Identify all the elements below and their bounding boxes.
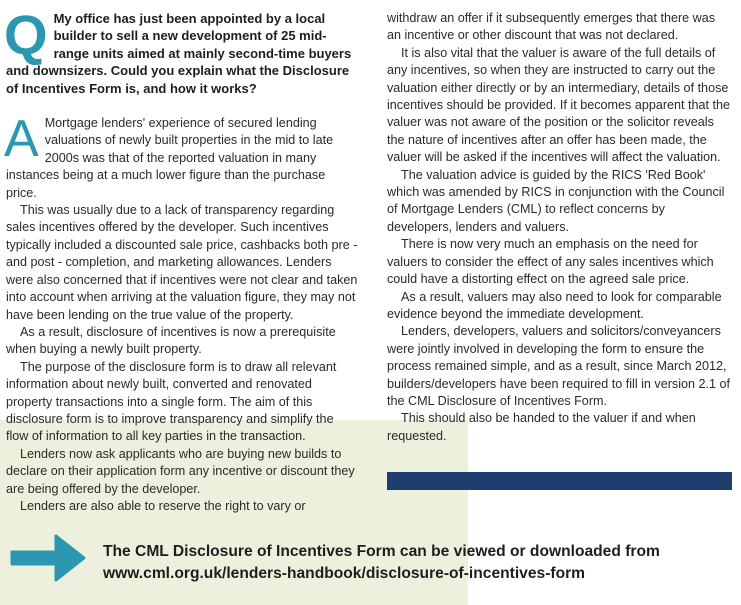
answer-paragraph: This was usually due to a lack of transparency regarding sales incentives offered by the developer. Such incentives typically included a discounted sale price, cashbacks both pre - and post - completion, and marketing allowances. Lenders were also concerned that if incentives were not clear and taken into account when arriving at the valuation figure, they may not have been lending on the true value of the property. (6, 203, 358, 322)
answer-paragraph: Lenders are also able to reserve the right to vary or (20, 498, 306, 513)
answer-paragraph: It is also vital that the valuer is aware of the full details of any incentives, so when they are instructed to carry out the valuation either directly or by an intermediary, details of those incentives should be provided. If it becomes apparent that the valuer was not aware of the position or the solicitor reveals the nature of incentives after an offer has been made, the valuer will be asked if the incentives will affect the valuation. (387, 45, 731, 165)
answer-paragraph: There is now very much an emphasis on the need for valuers to consider the effect of any sales incentives which could have a distorting effect on the agreed sale price. (387, 237, 714, 287)
answer-block (4, 110, 358, 515)
answer-paragraph: The valuation advice is guided by the RICS 'Red Book' which was amended by RICS in conjunction with the Council of Mortgage Lenders (CML) to reflect concerns by developers, lenders and valuers. (387, 167, 725, 234)
right-column (387, 10, 732, 445)
answer-paragraph: This should also be handed to the valuer if and when requested. (387, 411, 696, 443)
cta-text: The CML Disclosure of Incentives Form can be viewed or downloaded from (103, 543, 660, 560)
answer-paragraph: Mortgage lenders' experience of secured lending valuations of newly built properties in the mid to late 2000s was that of the reported valuation in many instances being at a much lower figure than the purchase price. (6, 116, 334, 200)
call-to-action (103, 541, 733, 585)
cta-link[interactable]: www.cml.org.uk/lenders-handbook/disclosure-of-incentives-form (103, 565, 586, 582)
question-drop-cap: Q (4, 3, 48, 66)
left-column (4, 3, 358, 515)
answer-paragraph: withdraw an offer if it subsequently emerges that there was an incentive or other discount that was not declared. (387, 11, 716, 43)
arrow-right-icon (10, 533, 86, 583)
answer-paragraph: Lenders now ask applicants who are buying new builds to declare on their application form any incentive or discount they are being offered by the developer. (6, 446, 355, 496)
answer-paragraph: Lenders, developers, valuers and solicitors/conveyancers were jointly involved in developing the form to ensure the process remained simple, and as a result, since March 2012, builders/developers have been required to fill in version 2.1 of the CML Disclosure of Incentives Form. (387, 324, 731, 408)
answer-paragraph: As a result, disclosure of incentives is now a prerequisite when buying a newly built property. (6, 324, 336, 357)
answer-drop-cap: A (4, 110, 39, 169)
question-block (4, 3, 358, 97)
question-text: My office has just been appointed by a local builder to sell a new development of 25 mid-range units aimed at mainly second-time buyers and downsizers. Could you explain what the Disclosure of Incentives Form is, and how it works? (6, 11, 352, 96)
answer-paragraph: As a result, valuers may also need to look for comparable evidence beyond the immediate development. (387, 289, 722, 321)
navy-divider-bar (387, 472, 732, 490)
answer-paragraph: The purpose of the disclosure form is to draw all relevant information about newly built, converted and renovated property transactions into a single form. The aim of this disclosure form is to improve transparency and simplify the flow of information to all key parties in the transaction. (6, 359, 337, 444)
